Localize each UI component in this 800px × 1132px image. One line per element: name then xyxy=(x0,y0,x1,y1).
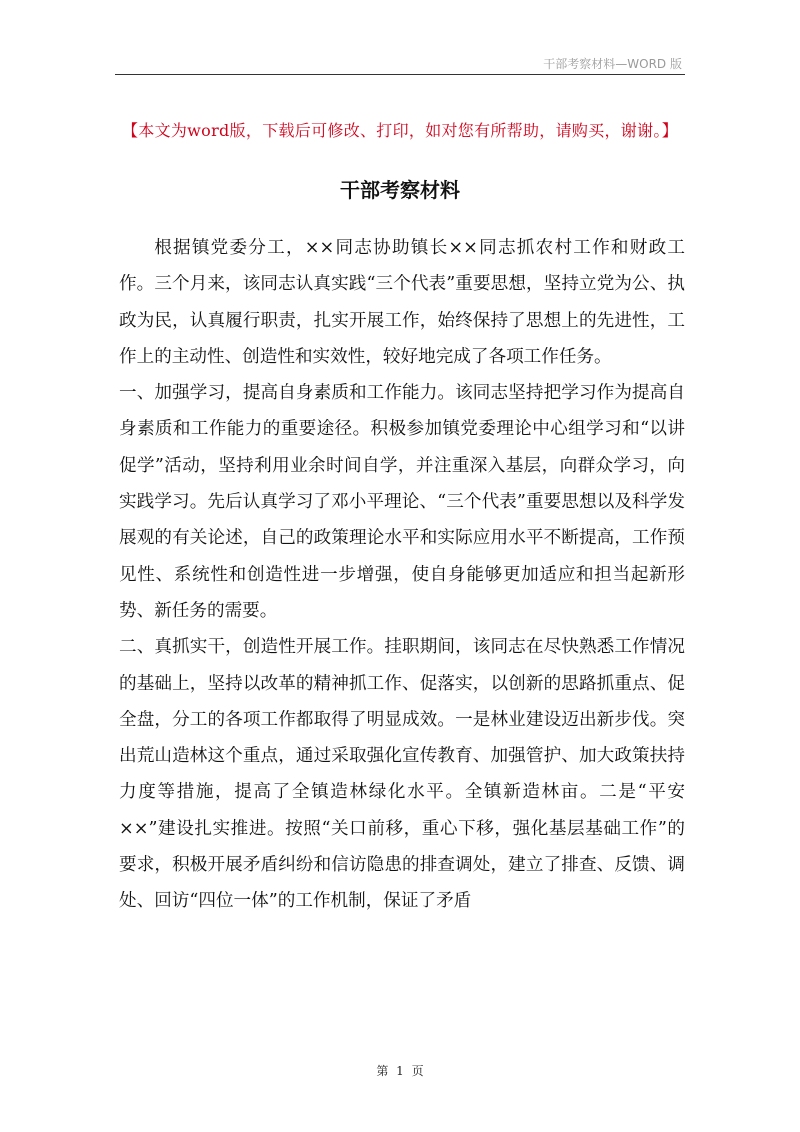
page-label-prefix: 第 xyxy=(376,1064,389,1078)
document-body xyxy=(119,230,685,920)
page-label-suffix: 页 xyxy=(411,1064,424,1078)
page-number: 1 xyxy=(396,1064,404,1078)
paragraph-section-two: 二、真抓实干，创造性开展工作。挂职期间，该同志在尽快熟悉工作情况的基础上，坚持以改革的精神抓工作、促落实，以创新的思路抓重点、促全盘，分工的各项工作都取得了明显成效。一是林业建设迈出新步伐。突出荒山造林这个重点，通过采取强化宣传教育、加强管护、加大政策扶持力度等措施，提高了全镇造林绿化水平。全镇新造林亩。二是“平安××”建设扎实推进。按照“关口前移，重心下移，强化基层基础工作”的要求，积极开展矛盾纠纷和信访隐患的排查调处，建立了排查、反馈、调处、回访“四位一体”的工作机制，保证了矛盾 xyxy=(119,637,685,912)
purchase-notice: 【本文为word版，下载后可修改、打印，如对您有所帮助，请购买，谢谢。】 xyxy=(121,121,679,140)
document-title: 干部考察材料 xyxy=(340,178,460,202)
running-header: 干部考察材料—WORD 版 xyxy=(543,57,682,71)
paragraph-section-one: 一、加强学习，提高自身素质和工作能力。该同志坚持把学习作为提高自身素质和工作能力的重要途径。积极参加镇党委理论中心组学习和“以讲促学”活动，坚持利用业余时间自学，并注重深入基层，向群众学习，向实践学习。先后认真学习了邓小平理论、“三个代表”重要思想以及科学发展观的有关论述，自己的政策理论水平和实际应用水平不断提高，工作预见性、系统性和创造性进一步增强，使自身能够更加适应和担当起新形势、新任务的需要。 xyxy=(119,383,685,621)
paragraph-intro: 根据镇党委分工，××同志协助镇长××同志抓农村工作和财政工作。三个月来，该同志认真实践“三个代表”重要思想，坚持立党为公、执政为民，认真履行职责，扎实开展工作，始终保持了思想上的先进性，工作上的主动性、创造性和实效性，较好地完成了各项工作任务。 xyxy=(119,238,685,367)
header-divider xyxy=(115,74,685,75)
page-footer xyxy=(0,1062,800,1079)
